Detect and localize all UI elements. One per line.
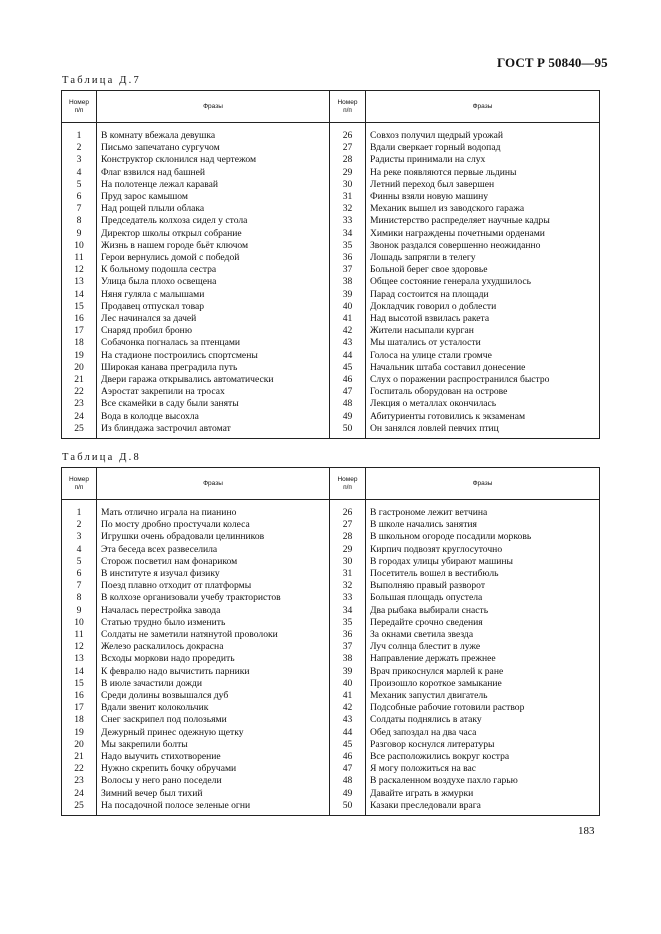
row-phrase: Собачонка погналась за птенцами xyxy=(97,337,330,349)
row-phrase: Железо раскалилось докрасна xyxy=(97,641,330,653)
row-phrase: Волосы у него рано поседели xyxy=(97,775,330,787)
row-number: 37 xyxy=(330,641,366,653)
row-number: 49 xyxy=(330,788,366,800)
row-number: 12 xyxy=(62,641,97,653)
row-phrase: Вдали сверкает горный водопад xyxy=(366,142,600,154)
row-phrase: Игрушки очень обрадовали целинников xyxy=(97,531,330,543)
row-phrase: Кирпич подвозят круглосуточно xyxy=(366,544,600,556)
row-phrase: Давайте играть в жмурки xyxy=(366,788,600,800)
row-phrase: Подсобные рабочие готовили раствор xyxy=(366,702,600,714)
row-number: 28 xyxy=(330,531,366,543)
table-row xyxy=(62,775,600,787)
row-phrase: Продавец отпускал товар xyxy=(97,301,330,313)
row-phrase: Снег заскрипел под полозьями xyxy=(97,714,330,726)
col-number-header: Номер п/п xyxy=(62,468,97,500)
row-number: 23 xyxy=(62,775,97,787)
row-number: 21 xyxy=(62,751,97,763)
table-row xyxy=(62,568,600,580)
row-phrase: Все расположились вокруг костра xyxy=(366,751,600,763)
row-phrase: Сторож посветил нам фонариком xyxy=(97,556,330,568)
row-number: 40 xyxy=(330,678,366,690)
row-phrase: Химики награждены почетными орденами xyxy=(366,228,600,240)
row-number: 45 xyxy=(330,739,366,751)
row-phrase: Солдаты не заметили натянутой проволоки xyxy=(97,629,330,641)
row-phrase: Дежурный принес одежную щетку xyxy=(97,727,330,739)
standard-designation: ГОСТ Р 50840—95 xyxy=(497,55,608,70)
row-number: 3 xyxy=(62,154,97,166)
row-number: 15 xyxy=(62,678,97,690)
row-number: 7 xyxy=(62,203,97,215)
table-row xyxy=(62,179,600,191)
row-phrase: Радисты принимали на слух xyxy=(366,154,600,166)
row-phrase: Мы шатались от усталости xyxy=(366,337,600,349)
row-phrase: Передайте срочно сведения xyxy=(366,617,600,629)
row-number: 10 xyxy=(62,240,97,252)
row-number: 42 xyxy=(330,702,366,714)
table-row xyxy=(62,362,600,374)
row-phrase: Парад состоится на площади xyxy=(366,289,600,301)
row-phrase: Всходы моркови надо проредить xyxy=(97,653,330,665)
row-phrase: На стадионе построились спортсмены xyxy=(97,350,330,362)
table-row xyxy=(62,264,600,276)
table-row xyxy=(62,252,600,264)
row-number: 38 xyxy=(330,276,366,288)
row-number: 50 xyxy=(330,423,366,439)
table-row xyxy=(62,289,600,301)
row-number: 33 xyxy=(330,215,366,227)
row-phrase: В июле зачастили дожди xyxy=(97,678,330,690)
row-number: 6 xyxy=(62,568,97,580)
row-number: 22 xyxy=(62,386,97,398)
row-phrase: Я могу положиться на вас xyxy=(366,763,600,775)
table-row xyxy=(62,739,600,751)
row-phrase: Жизнь в нашем городе бьёт ключом xyxy=(97,240,330,252)
table-row xyxy=(62,641,600,653)
row-number: 27 xyxy=(330,142,366,154)
row-phrase: Госпиталь оборудован на острове xyxy=(366,386,600,398)
row-number: 34 xyxy=(330,605,366,617)
table-row xyxy=(62,325,600,337)
table-row xyxy=(62,653,600,665)
row-phrase: В колхозе организовали учебу трактористов xyxy=(97,592,330,604)
row-number: 32 xyxy=(330,580,366,592)
row-phrase: Конструктор склонился над чертежом xyxy=(97,154,330,166)
table-row xyxy=(62,191,600,203)
row-phrase: Врач прикоснулся марлей к ране xyxy=(366,666,600,678)
table-row xyxy=(62,423,600,439)
row-number: 24 xyxy=(62,788,97,800)
table-row xyxy=(62,763,600,775)
row-number: 5 xyxy=(62,556,97,568)
table-spacer-row xyxy=(62,500,600,508)
table-row xyxy=(62,714,600,726)
row-phrase: За окнами светила звезда xyxy=(366,629,600,641)
row-phrase: Механик запустил двигатель xyxy=(366,690,600,702)
row-phrase: Широкая канава преградила путь xyxy=(97,362,330,374)
row-number: 11 xyxy=(62,252,97,264)
row-phrase: В раскаленном воздухе пахло гарью xyxy=(366,775,600,787)
table-row xyxy=(62,411,600,423)
table-row xyxy=(62,215,600,227)
row-number: 16 xyxy=(62,313,97,325)
table-row xyxy=(62,727,600,739)
row-number: 17 xyxy=(62,702,97,714)
col-phrases-header: Фразы xyxy=(97,91,330,123)
row-phrase: По мосту дробно простучали колеса xyxy=(97,519,330,531)
row-number: 5 xyxy=(62,179,97,191)
row-phrase: Флаг взвился над башней xyxy=(97,167,330,179)
row-number: 32 xyxy=(330,203,366,215)
row-number: 3 xyxy=(62,531,97,543)
row-number: 25 xyxy=(62,800,97,816)
col-number-header: Номер п/п xyxy=(62,91,97,123)
row-phrase: Механик вышел из заводского гаража xyxy=(366,203,600,215)
row-number: 15 xyxy=(62,301,97,313)
row-phrase: Мать отлично играла на пианино xyxy=(97,507,330,519)
row-number: 29 xyxy=(330,544,366,556)
row-number: 34 xyxy=(330,228,366,240)
table-row xyxy=(62,313,600,325)
row-number: 23 xyxy=(62,398,97,410)
row-phrase: Снаряд пробил броню xyxy=(97,325,330,337)
row-number: 4 xyxy=(62,544,97,556)
row-phrase: Финны взяли новую машину xyxy=(366,191,600,203)
table-row xyxy=(62,240,600,252)
row-number: 40 xyxy=(330,301,366,313)
row-number: 47 xyxy=(330,763,366,775)
row-number: 14 xyxy=(62,666,97,678)
row-phrase: Герои вернулись домой с победой xyxy=(97,252,330,264)
row-number: 35 xyxy=(330,240,366,252)
row-number: 11 xyxy=(62,629,97,641)
row-number: 7 xyxy=(62,580,97,592)
row-phrase: Разговор коснулся литературы xyxy=(366,739,600,751)
row-phrase: Лошадь запрягли в телегу xyxy=(366,252,600,264)
row-number: 33 xyxy=(330,592,366,604)
row-phrase: Министерство распределяет научные кадры xyxy=(366,215,600,227)
row-number: 46 xyxy=(330,751,366,763)
row-phrase: Все скамейки в саду были заняты xyxy=(97,398,330,410)
row-number: 48 xyxy=(330,775,366,787)
row-number: 10 xyxy=(62,617,97,629)
row-phrase: К февралю надо вычистить парники xyxy=(97,666,330,678)
row-number: 41 xyxy=(330,690,366,702)
row-phrase: Мы закрепили болты xyxy=(97,739,330,751)
row-number: 44 xyxy=(330,350,366,362)
row-phrase: В гастрономе лежит ветчина xyxy=(366,507,600,519)
row-phrase: Солдаты поднялись в атаку xyxy=(366,714,600,726)
row-number: 19 xyxy=(62,727,97,739)
row-number: 20 xyxy=(62,739,97,751)
row-phrase: К больному подошла сестра xyxy=(97,264,330,276)
row-phrase: Двери гаража открывались автоматически xyxy=(97,374,330,386)
row-phrase: Из блиндажа застрочил автомат xyxy=(97,423,330,439)
row-number: 26 xyxy=(330,507,366,519)
row-number: 41 xyxy=(330,313,366,325)
row-phrase: Он занялся ловлей певчих птиц xyxy=(366,423,600,439)
row-phrase: Вода в колодце высохла xyxy=(97,411,330,423)
row-phrase: Летний переход был завершен xyxy=(366,179,600,191)
table-row xyxy=(62,556,600,568)
table-row xyxy=(62,544,600,556)
row-number: 44 xyxy=(330,727,366,739)
row-number: 31 xyxy=(330,568,366,580)
table-row xyxy=(62,203,600,215)
table-row xyxy=(62,142,600,154)
row-number: 16 xyxy=(62,690,97,702)
row-number: 6 xyxy=(62,191,97,203)
row-phrase: Звонок раздался совершенно неожиданно xyxy=(366,240,600,252)
row-number: 36 xyxy=(330,252,366,264)
row-phrase: Председатель колхоза сидел у стола xyxy=(97,215,330,227)
table-row xyxy=(62,592,600,604)
row-number: 2 xyxy=(62,519,97,531)
row-number: 28 xyxy=(330,154,366,166)
page-number: 183 xyxy=(578,825,595,837)
row-number: 36 xyxy=(330,629,366,641)
row-number: 9 xyxy=(62,605,97,617)
table-row xyxy=(62,617,600,629)
row-phrase: Началась перестройка завода xyxy=(97,605,330,617)
row-number: 13 xyxy=(62,276,97,288)
col-phrases-header: Фразы xyxy=(366,91,600,123)
row-phrase: Голоса на улице стали громче xyxy=(366,350,600,362)
table-row xyxy=(62,751,600,763)
row-number: 2 xyxy=(62,142,97,154)
row-number: 8 xyxy=(62,215,97,227)
table-row xyxy=(62,507,600,519)
table-row xyxy=(62,702,600,714)
row-phrase: Два рыбака выбирали снасть xyxy=(366,605,600,617)
row-phrase: Совхоз получил щедрый урожай xyxy=(366,130,600,142)
row-number: 27 xyxy=(330,519,366,531)
row-phrase: Произошло короткое замыкание xyxy=(366,678,600,690)
table-d8-caption: Таблица Д.8 xyxy=(62,452,141,463)
table-row xyxy=(62,167,600,179)
row-number: 1 xyxy=(62,130,97,142)
row-phrase: На реке появляются первые льдины xyxy=(366,167,600,179)
row-number: 26 xyxy=(330,130,366,142)
table-spacer-row xyxy=(62,123,600,131)
col-number-header: Номер п/п xyxy=(330,468,366,500)
row-number: 22 xyxy=(62,763,97,775)
table-row xyxy=(62,398,600,410)
row-number: 31 xyxy=(330,191,366,203)
row-phrase: Слух о поражении распространился быстро xyxy=(366,374,600,386)
row-number: 20 xyxy=(62,362,97,374)
row-phrase: Направление держать прежнее xyxy=(366,653,600,665)
row-number: 38 xyxy=(330,653,366,665)
row-phrase: Луч солнца блестит в луже xyxy=(366,641,600,653)
row-number: 8 xyxy=(62,592,97,604)
row-phrase: Казаки преследовали врага xyxy=(366,800,600,816)
row-phrase: Зимний вечер был тихий xyxy=(97,788,330,800)
row-number: 35 xyxy=(330,617,366,629)
table-row xyxy=(62,130,600,142)
col-number-header: Номер п/п xyxy=(330,91,366,123)
row-phrase: Письмо запечатано сургучом xyxy=(97,142,330,154)
row-phrase: Обед запоздал на два часа xyxy=(366,727,600,739)
table-row xyxy=(62,276,600,288)
table-row xyxy=(62,666,600,678)
row-phrase: В институте я изучал физику xyxy=(97,568,330,580)
row-number: 39 xyxy=(330,666,366,678)
row-phrase: Поезд плавно отходит от платформы xyxy=(97,580,330,592)
row-number: 39 xyxy=(330,289,366,301)
row-number: 17 xyxy=(62,325,97,337)
row-phrase: Большая площадь опустела xyxy=(366,592,600,604)
row-number: 37 xyxy=(330,264,366,276)
row-phrase: Выполняю правый разворот xyxy=(366,580,600,592)
row-number: 50 xyxy=(330,800,366,816)
row-number: 4 xyxy=(62,167,97,179)
row-number: 45 xyxy=(330,362,366,374)
table-row xyxy=(62,374,600,386)
row-phrase: Над высотой взвилась ракета xyxy=(366,313,600,325)
row-phrase: Среди долины возвышался дуб xyxy=(97,690,330,702)
row-phrase: Пруд зарос камышом xyxy=(97,191,330,203)
row-number: 42 xyxy=(330,325,366,337)
row-number: 30 xyxy=(330,556,366,568)
table-d8 xyxy=(61,467,600,816)
table-row xyxy=(62,629,600,641)
row-number: 47 xyxy=(330,386,366,398)
row-number: 21 xyxy=(62,374,97,386)
row-number: 25 xyxy=(62,423,97,439)
row-phrase: Надо выучить стихотворение xyxy=(97,751,330,763)
table-row xyxy=(62,350,600,362)
row-phrase: Улица была плохо освещена xyxy=(97,276,330,288)
table-row xyxy=(62,531,600,543)
row-phrase: Директор школы открыл собрание xyxy=(97,228,330,240)
table-d7 xyxy=(61,90,600,439)
table-d7-caption: Таблица Д.7 xyxy=(62,75,141,86)
row-phrase: Докладчик говорил о доблести xyxy=(366,301,600,313)
table-row xyxy=(62,154,600,166)
row-number: 19 xyxy=(62,350,97,362)
row-number: 43 xyxy=(330,337,366,349)
row-number: 46 xyxy=(330,374,366,386)
row-phrase: Лекция о металлах окончилась xyxy=(366,398,600,410)
row-phrase: Жители насыпали курган xyxy=(366,325,600,337)
row-phrase: Нужно скрепить бочку обручами xyxy=(97,763,330,775)
table-row xyxy=(62,228,600,240)
row-phrase: Общее состояние генерала ухудшилось xyxy=(366,276,600,288)
table-row xyxy=(62,788,600,800)
row-phrase: Начальник штаба составил донесение xyxy=(366,362,600,374)
row-number: 43 xyxy=(330,714,366,726)
row-phrase: Над рощей плыли облака xyxy=(97,203,330,215)
row-number: 9 xyxy=(62,228,97,240)
row-number: 1 xyxy=(62,507,97,519)
col-phrases-header: Фразы xyxy=(97,468,330,500)
row-phrase: На посадочной полосе зеленые огни xyxy=(97,800,330,816)
row-phrase: Посетитель вошел в вестибюль xyxy=(366,568,600,580)
row-number: 18 xyxy=(62,714,97,726)
table-row xyxy=(62,337,600,349)
table-row xyxy=(62,690,600,702)
row-phrase: На полотенце лежал каравай xyxy=(97,179,330,191)
row-phrase: Статью трудно было изменить xyxy=(97,617,330,629)
row-number: 13 xyxy=(62,653,97,665)
row-phrase: Лес начинался за дачей xyxy=(97,313,330,325)
row-number: 29 xyxy=(330,167,366,179)
row-number: 48 xyxy=(330,398,366,410)
row-number: 14 xyxy=(62,289,97,301)
row-phrase: В комнату вбежала девушка xyxy=(97,130,330,142)
table-row xyxy=(62,301,600,313)
row-phrase: В городах улицы убирают машины xyxy=(366,556,600,568)
row-number: 30 xyxy=(330,179,366,191)
row-phrase: Аэростат закрепили на тросах xyxy=(97,386,330,398)
row-number: 24 xyxy=(62,411,97,423)
row-phrase: Больной берег свое здоровье xyxy=(366,264,600,276)
row-number: 18 xyxy=(62,337,97,349)
table-row xyxy=(62,678,600,690)
table-row xyxy=(62,605,600,617)
row-phrase: Вдали звенит колокольчик xyxy=(97,702,330,714)
row-number: 49 xyxy=(330,411,366,423)
table-row xyxy=(62,800,600,816)
row-number: 12 xyxy=(62,264,97,276)
row-phrase: Эта беседа всех развеселила xyxy=(97,544,330,556)
row-phrase: Абитуриенты готовились к экзаменам xyxy=(366,411,600,423)
table-row xyxy=(62,386,600,398)
table-row xyxy=(62,519,600,531)
row-phrase: Няня гуляла с малышами xyxy=(97,289,330,301)
table-row xyxy=(62,580,600,592)
col-phrases-header: Фразы xyxy=(366,468,600,500)
row-phrase: В школе начались занятия xyxy=(366,519,600,531)
row-phrase: В школьном огороде посадили морковь xyxy=(366,531,600,543)
